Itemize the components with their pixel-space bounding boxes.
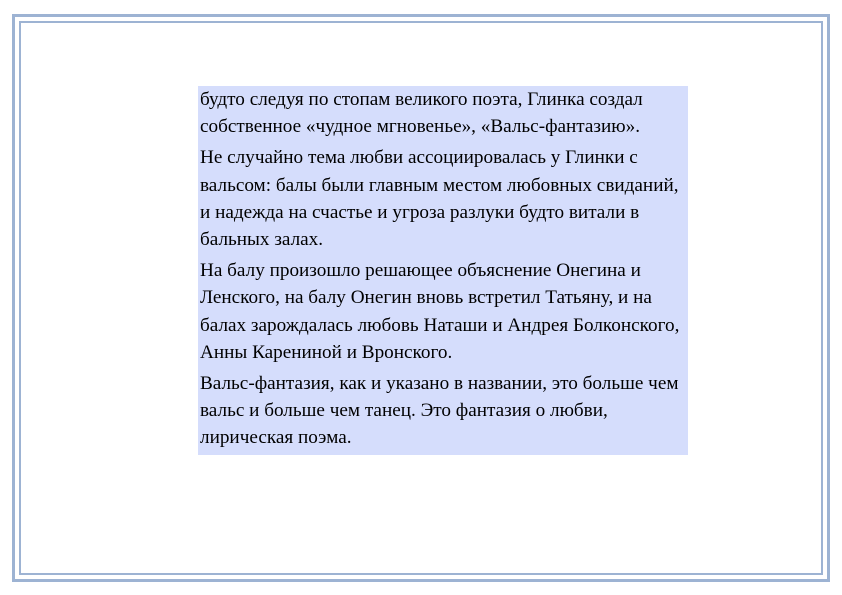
paragraph-1: будто следуя по стопам великого поэта, Глинка создал собственное «чудное мгновенье», «Вальс-фантазию».: [200, 89, 643, 138]
paragraph-4: Вальс-фантазия, как и указано в названии, это больше чем вальс и больше чем танец. Это фантазия о любви, лирическая поэма.: [200, 373, 679, 449]
text-block: [198, 86, 688, 455]
paragraph-3: На балу произошло решающее объяснение Онегина и Ленского, на балу Онегин вновь встретил Татьяну, и на балах зарождалась любовь Наташи и Андрея Болконского, Анны Карениной и Вронского.: [200, 260, 680, 363]
paragraph-2: Не случайно тема любви ассоциировалась у Глинки с вальсом: балы были главным местом любовных свиданий, и надежда на счастье и угроза разлуки будто витали в бальных залах.: [200, 147, 679, 251]
